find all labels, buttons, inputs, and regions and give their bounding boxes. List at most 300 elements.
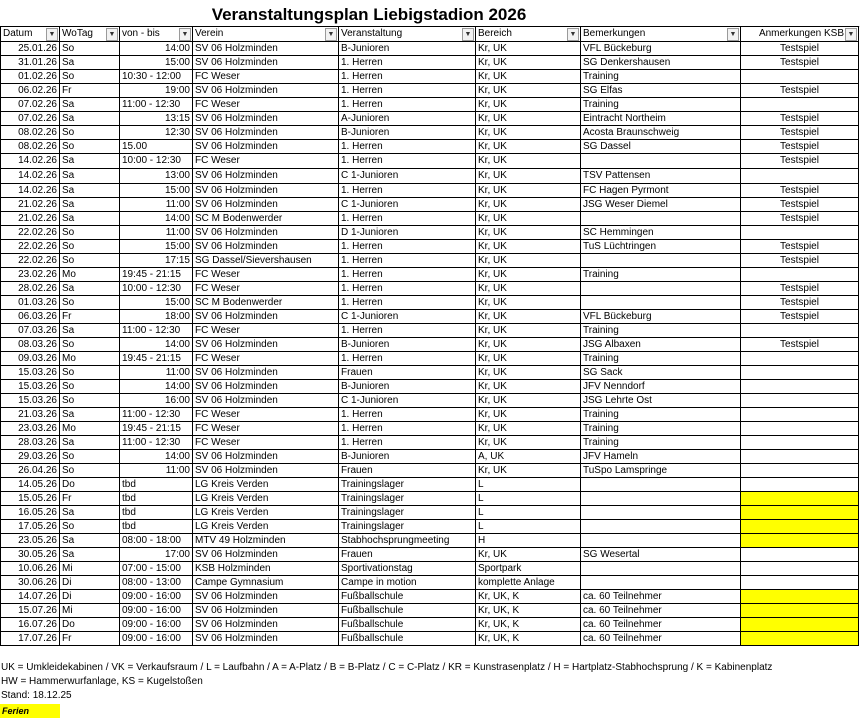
filter-dropdown-icon[interactable]: ▼ bbox=[567, 28, 579, 41]
cell-zeit[interactable]: 15:00 bbox=[120, 56, 193, 70]
cell-datum[interactable]: 08.03.26 bbox=[1, 338, 60, 352]
cell-zeit[interactable]: 11:00 bbox=[120, 226, 193, 240]
cell-bemerkung[interactable]: TuS Lüchtringen bbox=[581, 240, 741, 254]
cell-bemerkung[interactable] bbox=[581, 534, 741, 548]
cell-wotag[interactable]: So bbox=[60, 520, 120, 534]
cell-ksb[interactable] bbox=[741, 366, 859, 380]
cell-wotag[interactable]: Di bbox=[60, 590, 120, 604]
cell-bemerkung[interactable]: Eintracht Northeim bbox=[581, 112, 741, 126]
cell-ksb[interactable] bbox=[741, 506, 859, 520]
cell-bemerkung[interactable]: SC Hemmingen bbox=[581, 226, 741, 240]
cell-verein[interactable]: SV 06 Holzminden bbox=[193, 112, 339, 126]
cell-bemerkung[interactable] bbox=[581, 154, 741, 169]
cell-bemerkung[interactable] bbox=[581, 562, 741, 576]
cell-verein[interactable]: MTV 49 Holzminden bbox=[193, 534, 339, 548]
cell-wotag[interactable]: Sa bbox=[60, 184, 120, 198]
cell-bereich[interactable]: L bbox=[476, 506, 581, 520]
cell-wotag[interactable]: Mo bbox=[60, 352, 120, 366]
cell-verein[interactable]: SV 06 Holzminden bbox=[193, 140, 339, 154]
cell-ksb[interactable] bbox=[741, 618, 859, 632]
cell-veranstaltung[interactable]: 1. Herren bbox=[339, 240, 476, 254]
cell-ksb[interactable]: Testspiel bbox=[741, 56, 859, 70]
cell-datum[interactable]: 21.02.26 bbox=[1, 212, 60, 226]
cell-bemerkung[interactable]: Training bbox=[581, 268, 741, 282]
cell-bemerkung[interactable] bbox=[581, 492, 741, 506]
cell-bemerkung[interactable]: TuSpo Lamspringe bbox=[581, 464, 741, 478]
cell-zeit[interactable]: 09:00 - 16:00 bbox=[120, 618, 193, 632]
cell-zeit[interactable]: 14:00 bbox=[120, 338, 193, 352]
cell-zeit[interactable]: 08:00 - 13:00 bbox=[120, 576, 193, 590]
cell-datum[interactable]: 23.02.26 bbox=[1, 268, 60, 282]
cell-datum[interactable]: 01.02.26 bbox=[1, 70, 60, 84]
cell-datum[interactable]: 07.02.26 bbox=[1, 98, 60, 112]
cell-verein[interactable]: FC Weser bbox=[193, 436, 339, 450]
cell-veranstaltung[interactable]: B-Junioren bbox=[339, 450, 476, 464]
cell-ksb[interactable]: Testspiel bbox=[741, 212, 859, 226]
cell-bereich[interactable]: Kr, UK, K bbox=[476, 632, 581, 646]
cell-veranstaltung[interactable]: C 1-Junioren bbox=[339, 394, 476, 408]
cell-verein[interactable]: SV 06 Holzminden bbox=[193, 310, 339, 324]
cell-wotag[interactable]: Sa bbox=[60, 198, 120, 212]
cell-zeit[interactable]: 09:00 - 16:00 bbox=[120, 590, 193, 604]
cell-veranstaltung[interactable]: C 1-Junioren bbox=[339, 169, 476, 184]
cell-zeit[interactable]: tbd bbox=[120, 478, 193, 492]
cell-zeit[interactable]: 15.00 bbox=[120, 140, 193, 154]
cell-wotag[interactable]: Sa bbox=[60, 98, 120, 112]
cell-datum[interactable]: 15.03.26 bbox=[1, 394, 60, 408]
cell-veranstaltung[interactable]: 1. Herren bbox=[339, 282, 476, 296]
cell-ksb[interactable] bbox=[741, 548, 859, 562]
cell-verein[interactable]: SV 06 Holzminden bbox=[193, 632, 339, 646]
cell-datum[interactable]: 14.05.26 bbox=[1, 478, 60, 492]
cell-datum[interactable]: 07.02.26 bbox=[1, 112, 60, 126]
cell-bereich[interactable]: Kr, UK bbox=[476, 98, 581, 112]
cell-datum[interactable]: 22.02.26 bbox=[1, 226, 60, 240]
cell-datum[interactable]: 31.01.26 bbox=[1, 56, 60, 70]
cell-datum[interactable]: 23.03.26 bbox=[1, 422, 60, 436]
cell-zeit[interactable]: tbd bbox=[120, 520, 193, 534]
cell-bereich[interactable]: Kr, UK bbox=[476, 394, 581, 408]
cell-bereich[interactable]: Kr, UK, K bbox=[476, 604, 581, 618]
cell-bemerkung[interactable]: VFL Bückeburg bbox=[581, 42, 741, 56]
cell-ksb[interactable] bbox=[741, 520, 859, 534]
cell-ksb[interactable] bbox=[741, 450, 859, 464]
cell-bereich[interactable]: Kr, UK bbox=[476, 56, 581, 70]
cell-ksb[interactable]: Testspiel bbox=[741, 42, 859, 56]
cell-verein[interactable]: LG Kreis Verden bbox=[193, 478, 339, 492]
cell-ksb[interactable]: Testspiel bbox=[741, 184, 859, 198]
cell-bereich[interactable]: Kr, UK bbox=[476, 338, 581, 352]
cell-veranstaltung[interactable]: Sportivationstag bbox=[339, 562, 476, 576]
cell-zeit[interactable]: 17:15 bbox=[120, 254, 193, 268]
cell-wotag[interactable]: So bbox=[60, 366, 120, 380]
cell-ksb[interactable] bbox=[741, 492, 859, 506]
cell-zeit[interactable]: 12:30 bbox=[120, 126, 193, 140]
cell-wotag[interactable]: Mo bbox=[60, 422, 120, 436]
cell-wotag[interactable]: So bbox=[60, 42, 120, 56]
filter-dropdown-icon[interactable]: ▼ bbox=[46, 28, 58, 41]
cell-wotag[interactable]: Sa bbox=[60, 534, 120, 548]
cell-bereich[interactable]: Kr, UK bbox=[476, 126, 581, 140]
cell-verein[interactable]: LG Kreis Verden bbox=[193, 492, 339, 506]
cell-datum[interactable]: 25.01.26 bbox=[1, 42, 60, 56]
cell-verein[interactable]: SV 06 Holzminden bbox=[193, 169, 339, 184]
cell-ksb[interactable]: Testspiel bbox=[741, 310, 859, 324]
cell-veranstaltung[interactable]: A-Junioren bbox=[339, 112, 476, 126]
cell-datum[interactable]: 17.07.26 bbox=[1, 632, 60, 646]
cell-veranstaltung[interactable]: Fußballschule bbox=[339, 604, 476, 618]
cell-datum[interactable]: 22.02.26 bbox=[1, 254, 60, 268]
cell-veranstaltung[interactable]: 1. Herren bbox=[339, 184, 476, 198]
cell-zeit[interactable]: 11:00 bbox=[120, 464, 193, 478]
cell-ksb[interactable] bbox=[741, 394, 859, 408]
cell-wotag[interactable]: So bbox=[60, 338, 120, 352]
cell-verein[interactable]: LG Kreis Verden bbox=[193, 520, 339, 534]
cell-wotag[interactable]: Mi bbox=[60, 562, 120, 576]
cell-verein[interactable]: SV 06 Holzminden bbox=[193, 240, 339, 254]
cell-veranstaltung[interactable]: 1. Herren bbox=[339, 268, 476, 282]
cell-wotag[interactable]: So bbox=[60, 450, 120, 464]
cell-verein[interactable]: SV 06 Holzminden bbox=[193, 464, 339, 478]
cell-zeit[interactable]: 13:00 bbox=[120, 169, 193, 184]
cell-veranstaltung[interactable]: Trainingslager bbox=[339, 492, 476, 506]
cell-bemerkung[interactable]: ca. 60 Teilnehmer bbox=[581, 604, 741, 618]
cell-datum[interactable]: 22.02.26 bbox=[1, 240, 60, 254]
cell-wotag[interactable]: So bbox=[60, 226, 120, 240]
cell-verein[interactable]: SV 06 Holzminden bbox=[193, 548, 339, 562]
cell-bemerkung[interactable]: FC Hagen Pyrmont bbox=[581, 184, 741, 198]
cell-veranstaltung[interactable]: Trainingslager bbox=[339, 478, 476, 492]
cell-veranstaltung[interactable]: 1. Herren bbox=[339, 324, 476, 338]
cell-zeit[interactable]: 19:45 - 21:15 bbox=[120, 352, 193, 366]
cell-datum[interactable]: 28.02.26 bbox=[1, 282, 60, 296]
cell-wotag[interactable]: Fr bbox=[60, 84, 120, 98]
cell-wotag[interactable]: Mo bbox=[60, 268, 120, 282]
cell-verein[interactable]: FC Weser bbox=[193, 268, 339, 282]
cell-bemerkung[interactable]: SG Denkershausen bbox=[581, 56, 741, 70]
cell-bereich[interactable]: Kr, UK bbox=[476, 84, 581, 98]
cell-ksb[interactable] bbox=[741, 534, 859, 548]
cell-zeit[interactable]: 18:00 bbox=[120, 310, 193, 324]
cell-datum[interactable]: 26.04.26 bbox=[1, 464, 60, 478]
cell-wotag[interactable]: Sa bbox=[60, 56, 120, 70]
cell-ksb[interactable]: Testspiel bbox=[741, 154, 859, 169]
cell-wotag[interactable]: Sa bbox=[60, 548, 120, 562]
cell-bereich[interactable]: Kr, UK bbox=[476, 296, 581, 310]
cell-datum[interactable]: 10.06.26 bbox=[1, 562, 60, 576]
cell-verein[interactable]: SV 06 Holzminden bbox=[193, 338, 339, 352]
cell-bereich[interactable]: Kr, UK bbox=[476, 324, 581, 338]
cell-bemerkung[interactable] bbox=[581, 478, 741, 492]
cell-ksb[interactable]: Testspiel bbox=[741, 240, 859, 254]
cell-ksb[interactable] bbox=[741, 590, 859, 604]
cell-zeit[interactable]: 11:00 bbox=[120, 198, 193, 212]
cell-verein[interactable]: SV 06 Holzminden bbox=[193, 56, 339, 70]
cell-verein[interactable]: SV 06 Holzminden bbox=[193, 590, 339, 604]
cell-veranstaltung[interactable]: B-Junioren bbox=[339, 42, 476, 56]
cell-zeit[interactable]: 15:00 bbox=[120, 240, 193, 254]
cell-bemerkung[interactable]: JFV Hameln bbox=[581, 450, 741, 464]
cell-wotag[interactable]: Sa bbox=[60, 324, 120, 338]
cell-wotag[interactable]: So bbox=[60, 394, 120, 408]
cell-veranstaltung[interactable]: Trainingslager bbox=[339, 520, 476, 534]
cell-bemerkung[interactable] bbox=[581, 296, 741, 310]
cell-veranstaltung[interactable]: Frauen bbox=[339, 366, 476, 380]
cell-datum[interactable]: 29.03.26 bbox=[1, 450, 60, 464]
cell-verein[interactable]: SV 06 Holzminden bbox=[193, 184, 339, 198]
cell-datum[interactable]: 21.02.26 bbox=[1, 198, 60, 212]
cell-wotag[interactable]: So bbox=[60, 380, 120, 394]
cell-wotag[interactable]: So bbox=[60, 126, 120, 140]
cell-wotag[interactable]: Sa bbox=[60, 154, 120, 169]
cell-ksb[interactable] bbox=[741, 380, 859, 394]
cell-bereich[interactable]: Kr, UK bbox=[476, 464, 581, 478]
cell-bereich[interactable]: Kr, UK bbox=[476, 140, 581, 154]
cell-ksb[interactable]: Testspiel bbox=[741, 254, 859, 268]
cell-datum[interactable]: 07.03.26 bbox=[1, 324, 60, 338]
cell-verein[interactable]: SV 06 Holzminden bbox=[193, 394, 339, 408]
cell-wotag[interactable]: Di bbox=[60, 576, 120, 590]
cell-ksb[interactable] bbox=[741, 169, 859, 184]
cell-datum[interactable]: 14.02.26 bbox=[1, 154, 60, 169]
cell-veranstaltung[interactable]: Fußballschule bbox=[339, 590, 476, 604]
cell-veranstaltung[interactable]: C 1-Junioren bbox=[339, 198, 476, 212]
cell-bemerkung[interactable] bbox=[581, 576, 741, 590]
cell-verein[interactable]: SG Dassel/Sievershausen bbox=[193, 254, 339, 268]
cell-wotag[interactable]: Fr bbox=[60, 492, 120, 506]
cell-verein[interactable]: FC Weser bbox=[193, 324, 339, 338]
cell-datum[interactable]: 14.02.26 bbox=[1, 184, 60, 198]
cell-bemerkung[interactable] bbox=[581, 506, 741, 520]
cell-verein[interactable]: SV 06 Holzminden bbox=[193, 604, 339, 618]
cell-verein[interactable]: FC Weser bbox=[193, 352, 339, 366]
cell-bereich[interactable]: Kr, UK bbox=[476, 422, 581, 436]
cell-wotag[interactable]: Sa bbox=[60, 169, 120, 184]
cell-datum[interactable]: 15.05.26 bbox=[1, 492, 60, 506]
cell-verein[interactable]: SV 06 Holzminden bbox=[193, 380, 339, 394]
cell-datum[interactable]: 30.05.26 bbox=[1, 548, 60, 562]
cell-verein[interactable]: SV 06 Holzminden bbox=[193, 126, 339, 140]
cell-ksb[interactable]: Testspiel bbox=[741, 296, 859, 310]
cell-verein[interactable]: LG Kreis Verden bbox=[193, 506, 339, 520]
cell-bemerkung[interactable]: Training bbox=[581, 422, 741, 436]
cell-wotag[interactable]: Sa bbox=[60, 436, 120, 450]
cell-ksb[interactable]: Testspiel bbox=[741, 126, 859, 140]
cell-veranstaltung[interactable]: Fußballschule bbox=[339, 632, 476, 646]
cell-bereich[interactable]: Kr, UK, K bbox=[476, 590, 581, 604]
cell-veranstaltung[interactable]: Trainingslager bbox=[339, 506, 476, 520]
cell-bemerkung[interactable] bbox=[581, 212, 741, 226]
cell-bemerkung[interactable]: TSV Pattensen bbox=[581, 169, 741, 184]
cell-zeit[interactable]: 16:00 bbox=[120, 394, 193, 408]
cell-bereich[interactable]: Kr, UK bbox=[476, 548, 581, 562]
cell-ksb[interactable]: Testspiel bbox=[741, 198, 859, 212]
cell-wotag[interactable]: So bbox=[60, 254, 120, 268]
cell-datum[interactable]: 08.02.26 bbox=[1, 126, 60, 140]
cell-bereich[interactable]: Kr, UK bbox=[476, 240, 581, 254]
cell-zeit[interactable]: 11:00 - 12:30 bbox=[120, 408, 193, 422]
cell-bereich[interactable]: Kr, UK bbox=[476, 282, 581, 296]
cell-zeit[interactable]: 14:00 bbox=[120, 42, 193, 56]
cell-ksb[interactable] bbox=[741, 576, 859, 590]
cell-bereich[interactable]: L bbox=[476, 520, 581, 534]
cell-zeit[interactable]: 11:00 - 12:30 bbox=[120, 436, 193, 450]
cell-veranstaltung[interactable]: B-Junioren bbox=[339, 380, 476, 394]
cell-bemerkung[interactable]: Training bbox=[581, 436, 741, 450]
cell-ksb[interactable] bbox=[741, 632, 859, 646]
cell-wotag[interactable]: Sa bbox=[60, 408, 120, 422]
cell-ksb[interactable]: Testspiel bbox=[741, 140, 859, 154]
cell-wotag[interactable]: Mi bbox=[60, 604, 120, 618]
cell-bemerkung[interactable]: ca. 60 Teilnehmer bbox=[581, 632, 741, 646]
cell-datum[interactable]: 16.05.26 bbox=[1, 506, 60, 520]
cell-zeit[interactable]: 09:00 - 16:00 bbox=[120, 632, 193, 646]
cell-datum[interactable]: 15.07.26 bbox=[1, 604, 60, 618]
cell-datum[interactable]: 21.03.26 bbox=[1, 408, 60, 422]
cell-verein[interactable]: SV 06 Holzminden bbox=[193, 198, 339, 212]
filter-dropdown-icon[interactable]: ▼ bbox=[106, 28, 118, 41]
cell-zeit[interactable]: 08:00 - 18:00 bbox=[120, 534, 193, 548]
cell-verein[interactable]: SV 06 Holzminden bbox=[193, 618, 339, 632]
cell-verein[interactable]: SV 06 Holzminden bbox=[193, 84, 339, 98]
cell-bemerkung[interactable]: JSG Weser Diemel bbox=[581, 198, 741, 212]
sort-filter-icon[interactable]: ▼ bbox=[325, 28, 337, 41]
cell-bereich[interactable]: Kr, UK bbox=[476, 112, 581, 126]
cell-datum[interactable]: 09.03.26 bbox=[1, 352, 60, 366]
cell-bemerkung[interactable]: SG Dassel bbox=[581, 140, 741, 154]
cell-bereich[interactable]: Kr, UK bbox=[476, 310, 581, 324]
cell-verein[interactable]: FC Weser bbox=[193, 422, 339, 436]
cell-bereich[interactable]: Kr, UK bbox=[476, 380, 581, 394]
cell-veranstaltung[interactable]: 1. Herren bbox=[339, 70, 476, 84]
cell-datum[interactable]: 17.05.26 bbox=[1, 520, 60, 534]
cell-wotag[interactable]: Sa bbox=[60, 282, 120, 296]
cell-wotag[interactable]: Sa bbox=[60, 212, 120, 226]
cell-bemerkung[interactable]: JSG Lehrte Ost bbox=[581, 394, 741, 408]
cell-datum[interactable]: 15.03.26 bbox=[1, 380, 60, 394]
cell-wotag[interactable]: Fr bbox=[60, 310, 120, 324]
cell-bemerkung[interactable]: Acosta Braunschweig bbox=[581, 126, 741, 140]
cell-veranstaltung[interactable]: B-Junioren bbox=[339, 126, 476, 140]
cell-verein[interactable]: SC M Bodenwerder bbox=[193, 296, 339, 310]
cell-veranstaltung[interactable]: 1. Herren bbox=[339, 98, 476, 112]
cell-bereich[interactable]: Kr, UK bbox=[476, 254, 581, 268]
cell-verein[interactable]: SC M Bodenwerder bbox=[193, 212, 339, 226]
cell-zeit[interactable]: 11:00 - 12:30 bbox=[120, 98, 193, 112]
cell-veranstaltung[interactable]: Frauen bbox=[339, 464, 476, 478]
cell-zeit[interactable]: 19:00 bbox=[120, 84, 193, 98]
cell-bemerkung[interactable]: Training bbox=[581, 352, 741, 366]
cell-wotag[interactable]: Fr bbox=[60, 632, 120, 646]
cell-bereich[interactable]: Kr, UK bbox=[476, 154, 581, 169]
filter-dropdown-icon[interactable]: ▼ bbox=[727, 28, 739, 41]
cell-ksb[interactable] bbox=[741, 324, 859, 338]
cell-veranstaltung[interactable]: 1. Herren bbox=[339, 84, 476, 98]
cell-bemerkung[interactable]: ca. 60 Teilnehmer bbox=[581, 618, 741, 632]
cell-datum[interactable]: 23.05.26 bbox=[1, 534, 60, 548]
cell-bemerkung[interactable] bbox=[581, 254, 741, 268]
cell-bemerkung[interactable] bbox=[581, 282, 741, 296]
cell-bemerkung[interactable]: VFL Bückeburg bbox=[581, 310, 741, 324]
cell-bereich[interactable]: Kr, UK bbox=[476, 366, 581, 380]
cell-bereich[interactable]: L bbox=[476, 478, 581, 492]
cell-bereich[interactable]: Kr, UK bbox=[476, 212, 581, 226]
cell-veranstaltung[interactable]: Campe in motion bbox=[339, 576, 476, 590]
filter-dropdown-icon[interactable]: ▼ bbox=[179, 28, 191, 41]
cell-datum[interactable]: 14.07.26 bbox=[1, 590, 60, 604]
cell-bemerkung[interactable]: Training bbox=[581, 98, 741, 112]
cell-datum[interactable]: 14.02.26 bbox=[1, 169, 60, 184]
cell-bereich[interactable]: Kr, UK bbox=[476, 70, 581, 84]
filter-dropdown-icon[interactable]: ▼ bbox=[845, 28, 857, 41]
cell-veranstaltung[interactable]: 1. Herren bbox=[339, 212, 476, 226]
cell-wotag[interactable]: So bbox=[60, 140, 120, 154]
cell-wotag[interactable]: Do bbox=[60, 478, 120, 492]
cell-verein[interactable]: SV 06 Holzminden bbox=[193, 42, 339, 56]
cell-veranstaltung[interactable]: Fußballschule bbox=[339, 618, 476, 632]
cell-verein[interactable]: SV 06 Holzminden bbox=[193, 450, 339, 464]
cell-ksb[interactable] bbox=[741, 70, 859, 84]
cell-ksb[interactable] bbox=[741, 436, 859, 450]
cell-bereich[interactable]: Kr, UK, K bbox=[476, 618, 581, 632]
cell-verein[interactable]: FC Weser bbox=[193, 154, 339, 169]
cell-veranstaltung[interactable]: 1. Herren bbox=[339, 56, 476, 70]
cell-bereich[interactable]: Kr, UK bbox=[476, 169, 581, 184]
cell-zeit[interactable]: tbd bbox=[120, 492, 193, 506]
cell-zeit[interactable]: 09:00 - 16:00 bbox=[120, 604, 193, 618]
cell-veranstaltung[interactable]: C 1-Junioren bbox=[339, 310, 476, 324]
cell-zeit[interactable]: 15:00 bbox=[120, 296, 193, 310]
cell-veranstaltung[interactable]: 1. Herren bbox=[339, 154, 476, 169]
cell-verein[interactable]: SV 06 Holzminden bbox=[193, 226, 339, 240]
cell-veranstaltung[interactable]: 1. Herren bbox=[339, 422, 476, 436]
cell-ksb[interactable] bbox=[741, 604, 859, 618]
cell-wotag[interactable]: So bbox=[60, 240, 120, 254]
cell-verein[interactable]: FC Weser bbox=[193, 70, 339, 84]
cell-bereich[interactable]: Sportpark bbox=[476, 562, 581, 576]
cell-veranstaltung[interactable]: Frauen bbox=[339, 548, 476, 562]
cell-datum[interactable]: 28.03.26 bbox=[1, 436, 60, 450]
cell-ksb[interactable] bbox=[741, 478, 859, 492]
cell-ksb[interactable]: Testspiel bbox=[741, 84, 859, 98]
cell-bereich[interactable]: Kr, UK bbox=[476, 268, 581, 282]
cell-veranstaltung[interactable]: B-Junioren bbox=[339, 338, 476, 352]
cell-bereich[interactable]: Kr, UK bbox=[476, 226, 581, 240]
cell-zeit[interactable]: 19:45 - 21:15 bbox=[120, 268, 193, 282]
cell-bereich[interactable]: Kr, UK bbox=[476, 436, 581, 450]
cell-bemerkung[interactable]: ca. 60 Teilnehmer bbox=[581, 590, 741, 604]
cell-bemerkung[interactable]: JSG Albaxen bbox=[581, 338, 741, 352]
cell-bemerkung[interactable]: Training bbox=[581, 70, 741, 84]
cell-datum[interactable]: 06.02.26 bbox=[1, 84, 60, 98]
cell-verein[interactable]: Campe Gymnasium bbox=[193, 576, 339, 590]
cell-zeit[interactable]: 19:45 - 21:15 bbox=[120, 422, 193, 436]
cell-ksb[interactable]: Testspiel bbox=[741, 338, 859, 352]
cell-zeit[interactable]: 14:00 bbox=[120, 450, 193, 464]
cell-verein[interactable]: FC Weser bbox=[193, 282, 339, 296]
cell-verein[interactable]: FC Weser bbox=[193, 408, 339, 422]
cell-verein[interactable]: FC Weser bbox=[193, 98, 339, 112]
cell-verein[interactable]: SV 06 Holzminden bbox=[193, 366, 339, 380]
cell-wotag[interactable]: So bbox=[60, 296, 120, 310]
cell-bemerkung[interactable]: JFV Nenndorf bbox=[581, 380, 741, 394]
cell-ksb[interactable] bbox=[741, 562, 859, 576]
cell-wotag[interactable]: Sa bbox=[60, 506, 120, 520]
cell-wotag[interactable]: Do bbox=[60, 618, 120, 632]
cell-veranstaltung[interactable]: Stabhochsprungmeeting bbox=[339, 534, 476, 548]
cell-ksb[interactable] bbox=[741, 268, 859, 282]
cell-ksb[interactable] bbox=[741, 464, 859, 478]
